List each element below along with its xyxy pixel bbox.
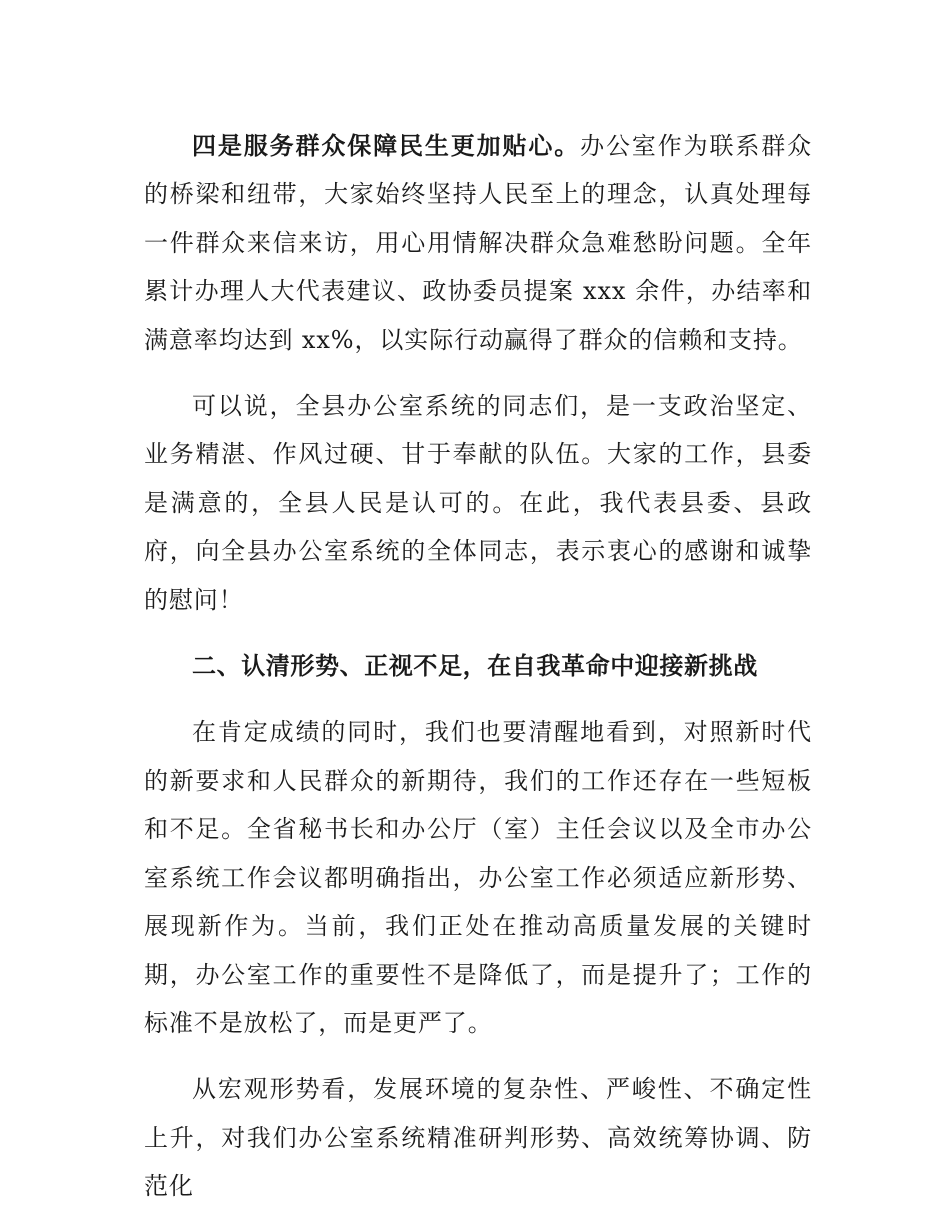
paragraph-lead-bold: 四是服务群众保障民生更加贴心。 [192,132,581,160]
paragraph-shortcomings: 在肯定成绩的同时，我们也要清醒地看到，对照新时代的新要求和人民群众的新期待，我们的工作还存在一些短板和不足。全省秘书长和办公厅（室）主任会议以及全市办公室系统工作会议都明确指出，办公室工作必须适应新形势、展现新作为。当前，我们正处在推动高质量发展的关键时期，办公室工作的重要性不是降低了，而是提升了；工作的标准不是放松了，而是更严了。 [144,718,812,1037]
paragraph-macro-situation: 从宏观形势看，发展环境的复杂性、严峻性、不确定性上升，对我们办公室系统精准研判形势、高效统筹协调、防范化 [144,1075,812,1201]
paragraph-thanks: 可以说，全县办公室系统的同志们，是一支政治坚定、业务精湛、作风过硬、甘于奉献的队伍。大家的工作，县委是满意的，全县人民是认可的。在此，我代表县委、县政府，向全县办公室系统的全体同志，表示衷心的感谢和诚挚的慰问！ [144,392,812,614]
paragraph-body: 办公室作为联系群众的桥梁和纽带，大家始终坚持人民至上的理念，认真处理每一件群众来信来访，用心用情解决群众急难愁盼问题。全年累计办理人大代表建议、政协委员提案 xxx 余件，办结率和满意率均达到 xx%，以实际行动赢得了群众的信赖和支持。 [144,132,812,354]
paragraph-service-people [144,122,812,364]
document-page [144,122,812,1211]
section-heading: 二、认清形势、正视不足，在自我革命中迎接新挑战 [192,652,758,681]
